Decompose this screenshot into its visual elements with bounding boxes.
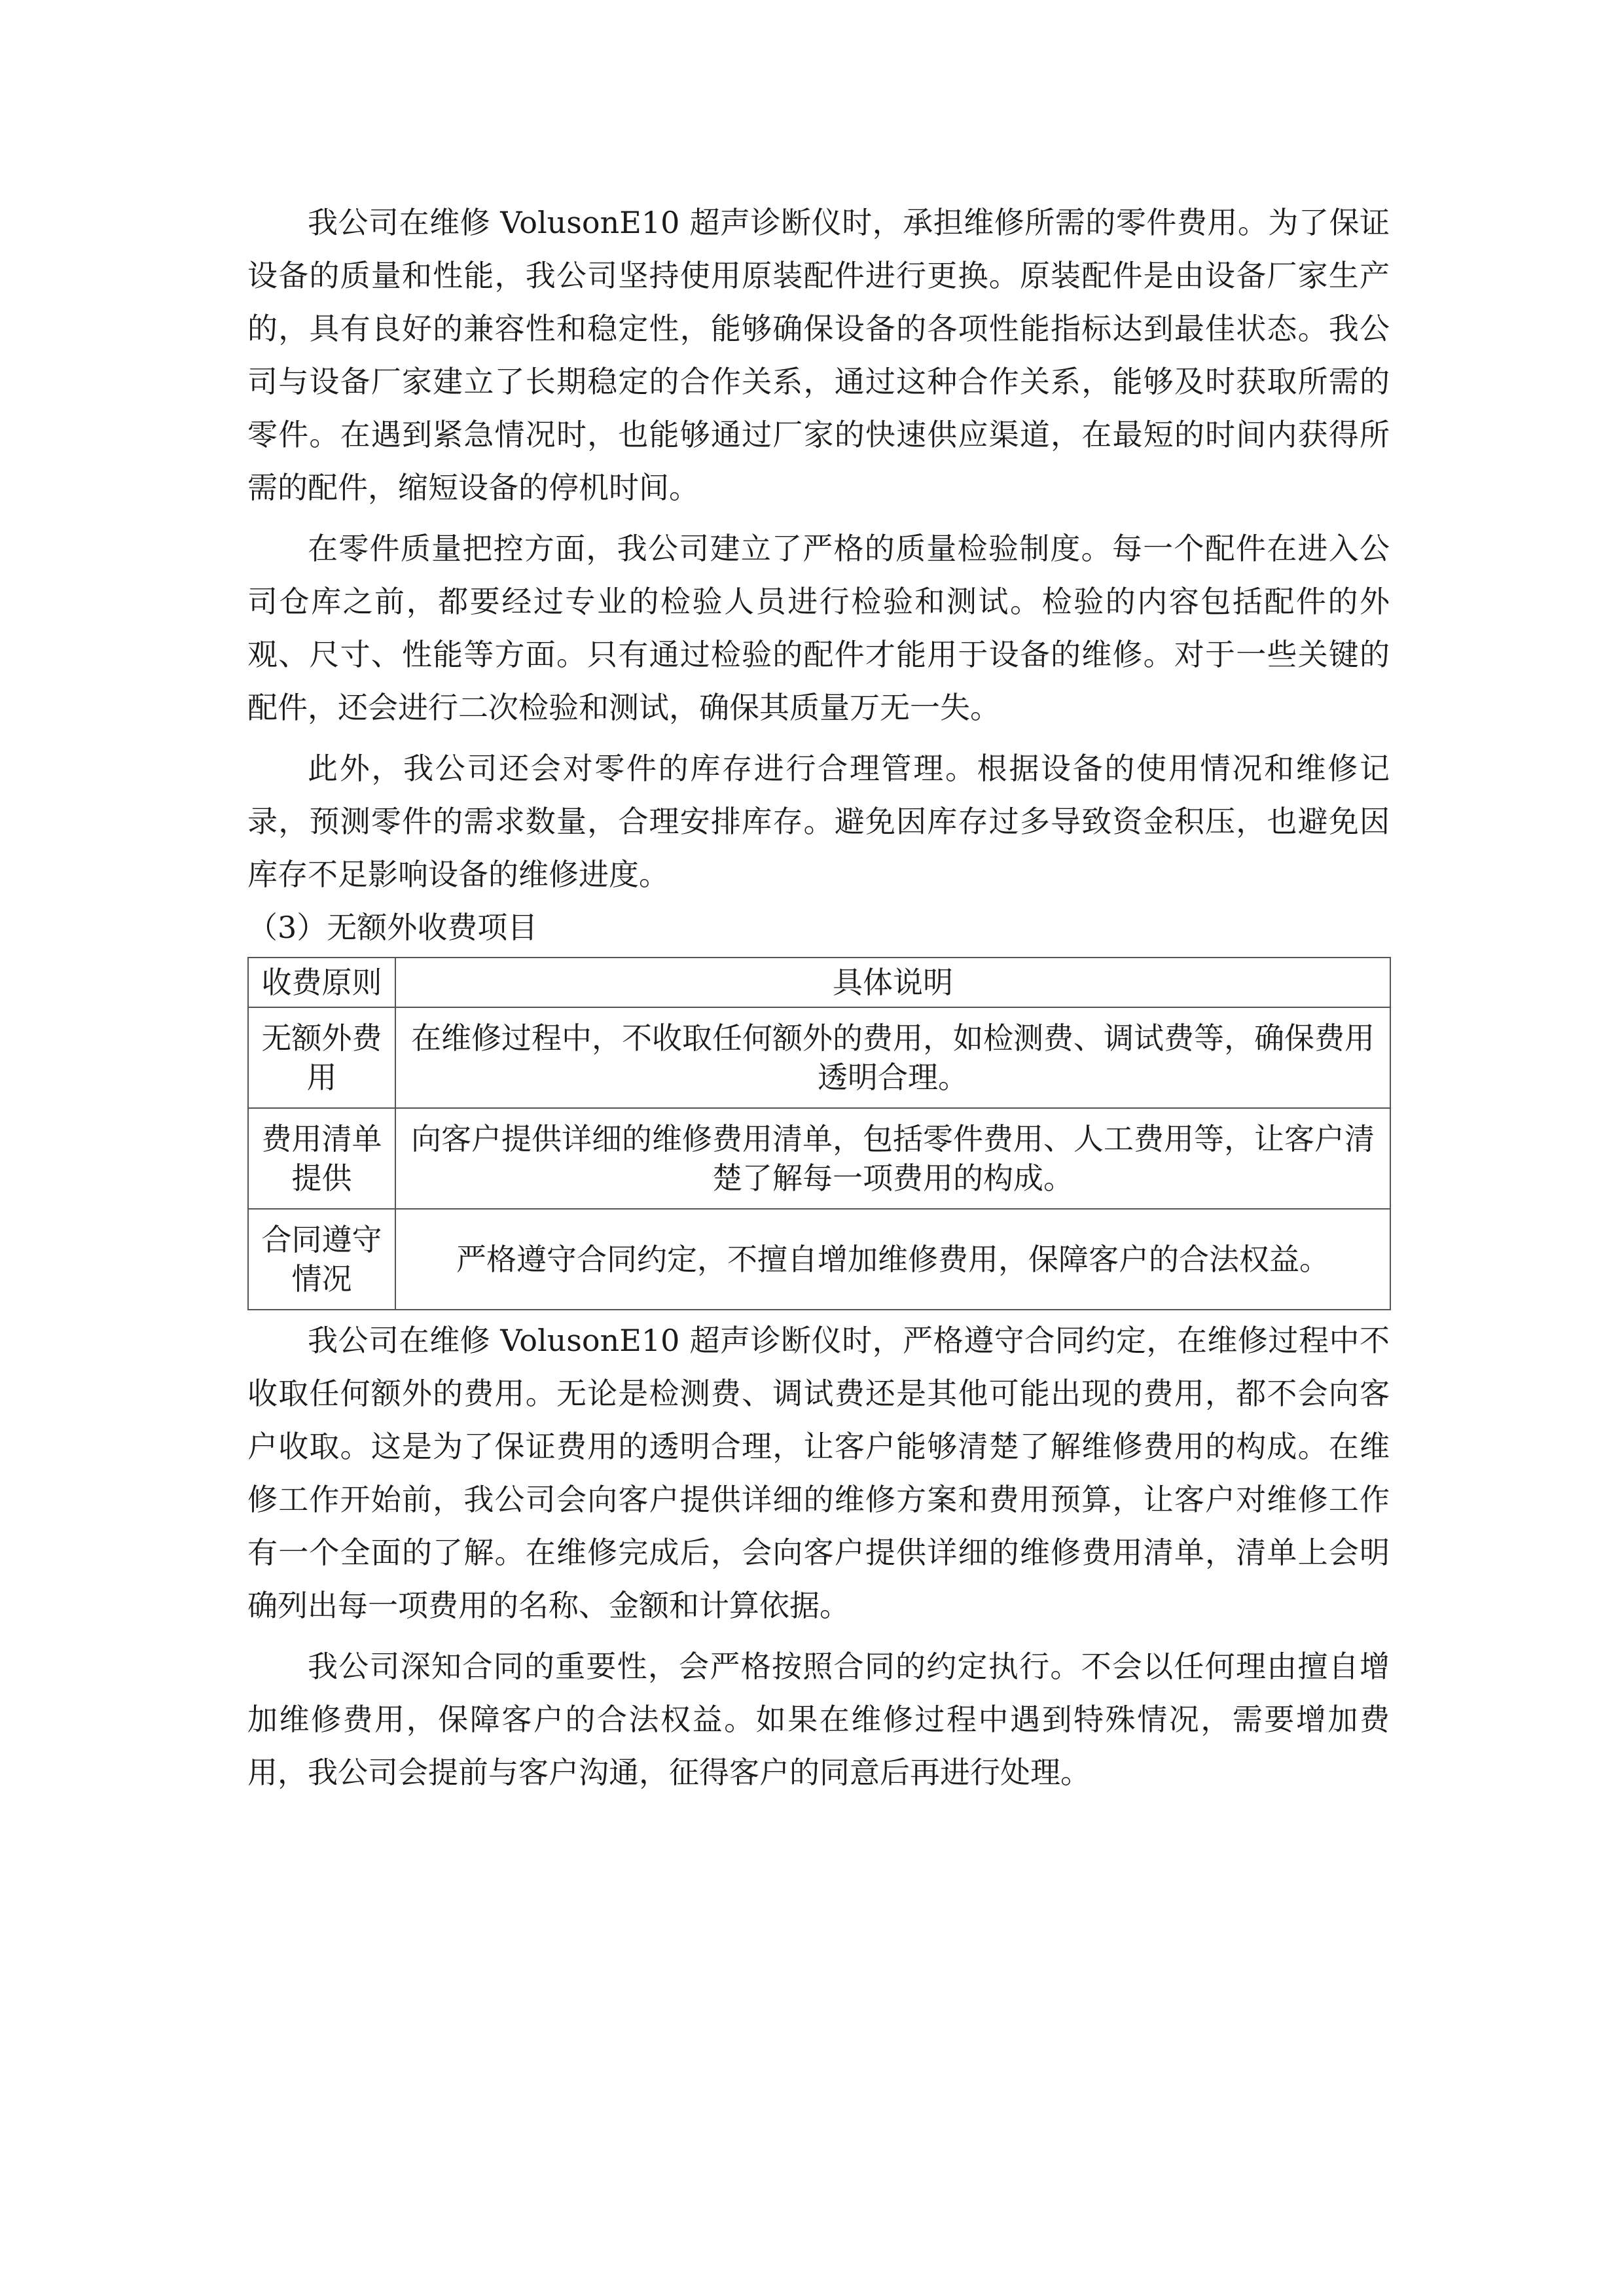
table-cell-principle: 合同遵守情况 (248, 1209, 395, 1310)
table-cell-principle: 费用清单提供 (248, 1108, 395, 1209)
table-cell-principle: 无额外费用 (248, 1007, 395, 1108)
table-header-row (248, 958, 1390, 1007)
table-row (248, 1209, 1390, 1310)
paragraph-contract-importance: 我公司深知合同的重要性，会严格按照合同的约定执行。不会以任何理由擅自增加维修费用，保障客户的合法权益。如果在维修过程中遇到特殊情况，需要增加费用，我公司会提前与客户沟通，征得客户的同意后再进行处理。 (247, 1649, 1390, 1790)
table-header-description: 具体说明 (395, 958, 1390, 1007)
paragraph-inventory-management: 此外，我公司还会对零件的库存进行合理管理。根据设备的使用情况和维修记录，预测零件的需求数量，合理安排库存。避免因库存过多导致资金积压，也避免因库存不足影响设备的维修进度。 (247, 751, 1390, 892)
table-cell-description: 在维修过程中，不收取任何额外的费用，如检测费、调试费等，确保费用透明合理。 (395, 1007, 1390, 1108)
table-cell-description: 严格遵守合同约定，不擅自增加维修费用，保障客户的合法权益。 (395, 1209, 1390, 1310)
table-row (248, 1007, 1390, 1108)
table-header-principle: 收费原则 (248, 958, 395, 1007)
table-row (248, 1108, 1390, 1209)
document-page (247, 196, 1390, 1799)
paragraph-quality-control: 在零件质量把控方面，我公司建立了严格的质量检验制度。每一个配件在进入公司仓库之前，都要经过专业的检验人员进行检验和测试。检验的内容包括配件的外观、尺寸、性能等方面。只有通过检验的配件才能用于设备的维修。对于一些关键的配件，还会进行二次检验和测试，确保其质量万无一失。 (247, 531, 1390, 725)
paragraph-parts-cost: 我公司在维修 VolusonE10 超声诊断仪时，承担维修所需的零件费用。为了保证设备的质量和性能，我公司坚持使用原装配件进行更换。原装配件是由设备厂家生产的，具有良好的兼容性和稳定性，能够确保设备的各项性能指标达到最佳状态。我公司与设备厂家建立了长期稳定的合作关系，通过这种合作关系，能够及时获取所需的零件。在遇到紧急情况时，也能够通过厂家的快速供应渠道，在最短的时间内获得所需的配件，缩短设备的停机时间。 (247, 205, 1390, 505)
fee-principles-table (247, 957, 1391, 1310)
section-heading-no-extra-fees: （3）无额外收费项目 (247, 910, 538, 945)
paragraph-contract-compliance: 我公司在维修 VolusonE10 超声诊断仪时，严格遵守合同约定，在维修过程中不收取任何额外的费用。无论是检测费、调试费还是其他可能出现的费用，都不会向客户收取。这是为了保证费用的透明合理，让客户能够清楚了解维修费用的构成。在维修工作开始前，我公司会向客户提供详细的维修方案和费用预算，让客户对维修工作有一个全面的了解。在维修完成后，会向客户提供详细的维修费用清单，清单上会明确列出每一项费用的名称、金额和计算依据。 (247, 1323, 1390, 1623)
table-cell-description: 向客户提供详细的维修费用清单，包括零件费用、人工费用等，让客户清楚了解每一项费用的构成。 (395, 1108, 1390, 1209)
